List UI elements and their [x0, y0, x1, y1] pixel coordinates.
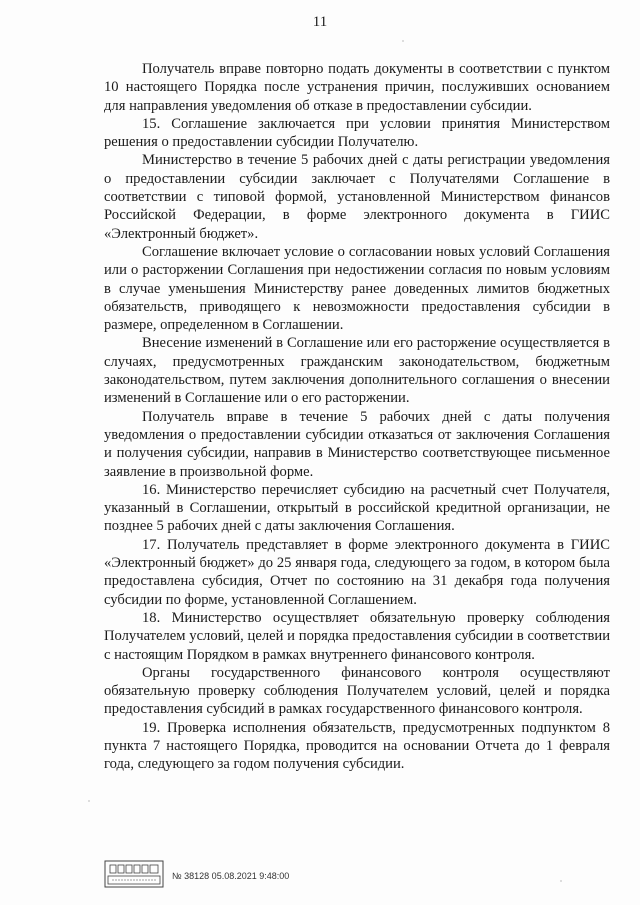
paragraph-amendments: Внесение изменений в Соглашение или его расторжение осуществляется в случаях, предусмотренных гражданским законодательством, бюджетным законодательством, путем заключения дополнительного соглашения о внесении изменений в Соглашение или о его расторжении.	[104, 335, 610, 407]
paragraph-17-report: 17. Получатель представляет в форме электронного документа в ГИИС «Электронный бюджет» до 25 января года, следующего за годом, в котором была предоставлена субсидия, Отчет по состоянию на 31 декабря года получения субсидии по форме, установленной Соглашением.	[104, 536, 610, 608]
paragraph-resubmission: Получатель вправе повторно подать документы в соответствии с пунктом 10 настоящего Порядка после устранения причин, послуживших основанием для направления уведомления об отказе в предоставлении субсидии.	[104, 61, 610, 114]
scan-speck	[560, 880, 562, 882]
paragraph-refusal: Получатель вправе в течение 5 рабочих дней с даты получения уведомления о предоставлении субсидии отказаться от заключения Соглашения и получения субсидии, направив в Министерство соответствующее письменное заявление в произвольной форме.	[104, 408, 610, 480]
registration-stamp-icon	[104, 860, 164, 888]
paragraph-19-check: 19. Проверка исполнения обязательств, предусмотренных подпунктом 8 пункта 7 настоящего Порядка, проводится на основании Отчета до 1 февраля года, следующего за годом получения субсидии.	[104, 719, 610, 773]
paragraph-state-control: Органы государственного финансового контроля осуществляют обязательную проверку соблюдения Получателем условий, целей и порядка предоставления субсидий в рамках государственного финансового контроля.	[104, 664, 610, 718]
scan-speck	[88, 800, 90, 802]
document-registration-number: № 38128 05.08.2021 9:48:00	[172, 871, 290, 881]
document-body	[104, 60, 610, 774]
paragraph-agreement-conditions: Соглашение включает условие о согласовании новых условий Соглашения или о расторжении Соглашения при недостижении согласия по новым условиям в случае уменьшения Министерству ранее доведенных лимитов бюджетных обязательств, приводящего к невозможности предоставления субсидии в размере, определенном в Соглашении.	[104, 243, 610, 334]
paragraph-ministry-agreement: Министерство в течение 5 рабочих дней с даты регистрации уведомления о предоставлении субсидии заключает с Получателями Соглашение в соответствии с типовой формой, установленной Министерством финансов Российской Федерации, в форме электронного документа в ГИИС «Электронный бюджет».	[104, 152, 610, 242]
page-footer	[104, 860, 524, 890]
paragraph-18-verification: 18. Министерство осуществляет обязательную проверку соблюдения Получателем условий, целей и порядка предоставления субсидии в соответствии с настоящим Порядком в рамках внутреннего финансового контроля.	[104, 609, 610, 663]
page-number: 11	[312, 14, 328, 30]
paragraph-15-agreement: 15. Соглашение заключается при условии принятия Министерством решения о предоставлении субсидии Получателю.	[104, 115, 610, 151]
scan-speck	[402, 40, 404, 42]
scan-speck	[356, 270, 358, 272]
paragraph-16-transfer: 16. Министерство перечисляет субсидию на расчетный счет Получателя, указанный в Соглашении, открытый в российской кредитной организации, не позднее 5 рабочих дней с даты заключения Соглашения.	[104, 481, 610, 535]
